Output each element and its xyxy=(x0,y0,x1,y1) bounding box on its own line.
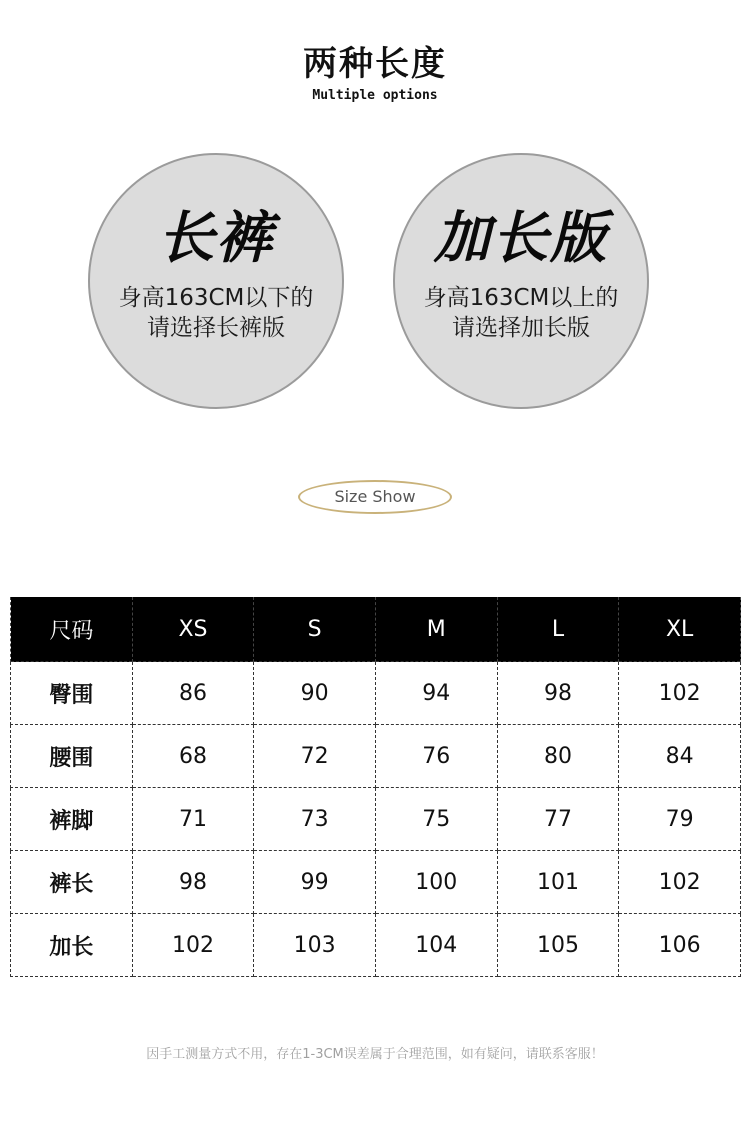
table-cell: 98 xyxy=(497,662,619,725)
table-cell: 90 xyxy=(254,662,376,725)
table-cell: 71 xyxy=(132,788,254,851)
table-cell: 94 xyxy=(375,662,497,725)
option-regular-desc-2: 请选择长裤版 xyxy=(147,315,285,341)
table-header-row xyxy=(11,597,741,662)
table-cell: 103 xyxy=(254,914,376,977)
row-label: 腰围 xyxy=(11,725,133,788)
table-header-cell: XS xyxy=(132,597,254,662)
table-cell: 86 xyxy=(132,662,254,725)
option-long-desc-2: 请选择加长版 xyxy=(452,315,590,341)
table-cell: 76 xyxy=(375,725,497,788)
table-cell: 79 xyxy=(619,788,741,851)
table-cell: 101 xyxy=(497,851,619,914)
table-header-cell: L xyxy=(497,597,619,662)
row-label: 加长 xyxy=(11,914,133,977)
table-cell: 102 xyxy=(132,914,254,977)
table-row xyxy=(11,662,741,725)
table-cell: 102 xyxy=(619,662,741,725)
table-cell: 75 xyxy=(375,788,497,851)
size-table xyxy=(10,597,741,977)
option-regular-title: 长裤 xyxy=(158,206,274,271)
table-header-cell: XL xyxy=(619,597,741,662)
table-row xyxy=(11,851,741,914)
table-row xyxy=(11,725,741,788)
option-long-title: 加长版 xyxy=(434,206,608,271)
size-show-label: Size Show xyxy=(298,480,452,514)
page-title: 两种长度 xyxy=(303,44,447,84)
option-long-circle xyxy=(393,153,649,409)
table-cell: 104 xyxy=(375,914,497,977)
table-cell: 73 xyxy=(254,788,376,851)
page-subtitle: Multiple options xyxy=(312,88,438,103)
table-cell: 84 xyxy=(619,725,741,788)
option-regular-circle xyxy=(88,153,344,409)
table-header-cell: M xyxy=(375,597,497,662)
table-cell: 106 xyxy=(619,914,741,977)
table-cell: 105 xyxy=(497,914,619,977)
page-header xyxy=(0,42,750,103)
option-long-desc-1: 身高163CM以上的 xyxy=(423,285,619,311)
row-label: 裤脚 xyxy=(11,788,133,851)
table-cell: 68 xyxy=(132,725,254,788)
table-cell: 100 xyxy=(375,851,497,914)
row-label: 裤长 xyxy=(11,851,133,914)
option-regular-desc-1: 身高163CM以下的 xyxy=(118,285,314,311)
footnote: 因手工测量方式不用，存在1-3CM误差属于合理范围，如有疑问，请联系客服！ xyxy=(146,1047,604,1062)
table-cell: 77 xyxy=(497,788,619,851)
table-cell: 72 xyxy=(254,725,376,788)
table-row xyxy=(11,788,741,851)
table-row xyxy=(11,914,741,977)
table-cell: 102 xyxy=(619,851,741,914)
table-cell: 99 xyxy=(254,851,376,914)
table-cell: 98 xyxy=(132,851,254,914)
table-header-cell: S xyxy=(254,597,376,662)
table-header-cell: 尺码 xyxy=(11,597,133,662)
table-cell: 80 xyxy=(497,725,619,788)
row-label: 臀围 xyxy=(11,662,133,725)
